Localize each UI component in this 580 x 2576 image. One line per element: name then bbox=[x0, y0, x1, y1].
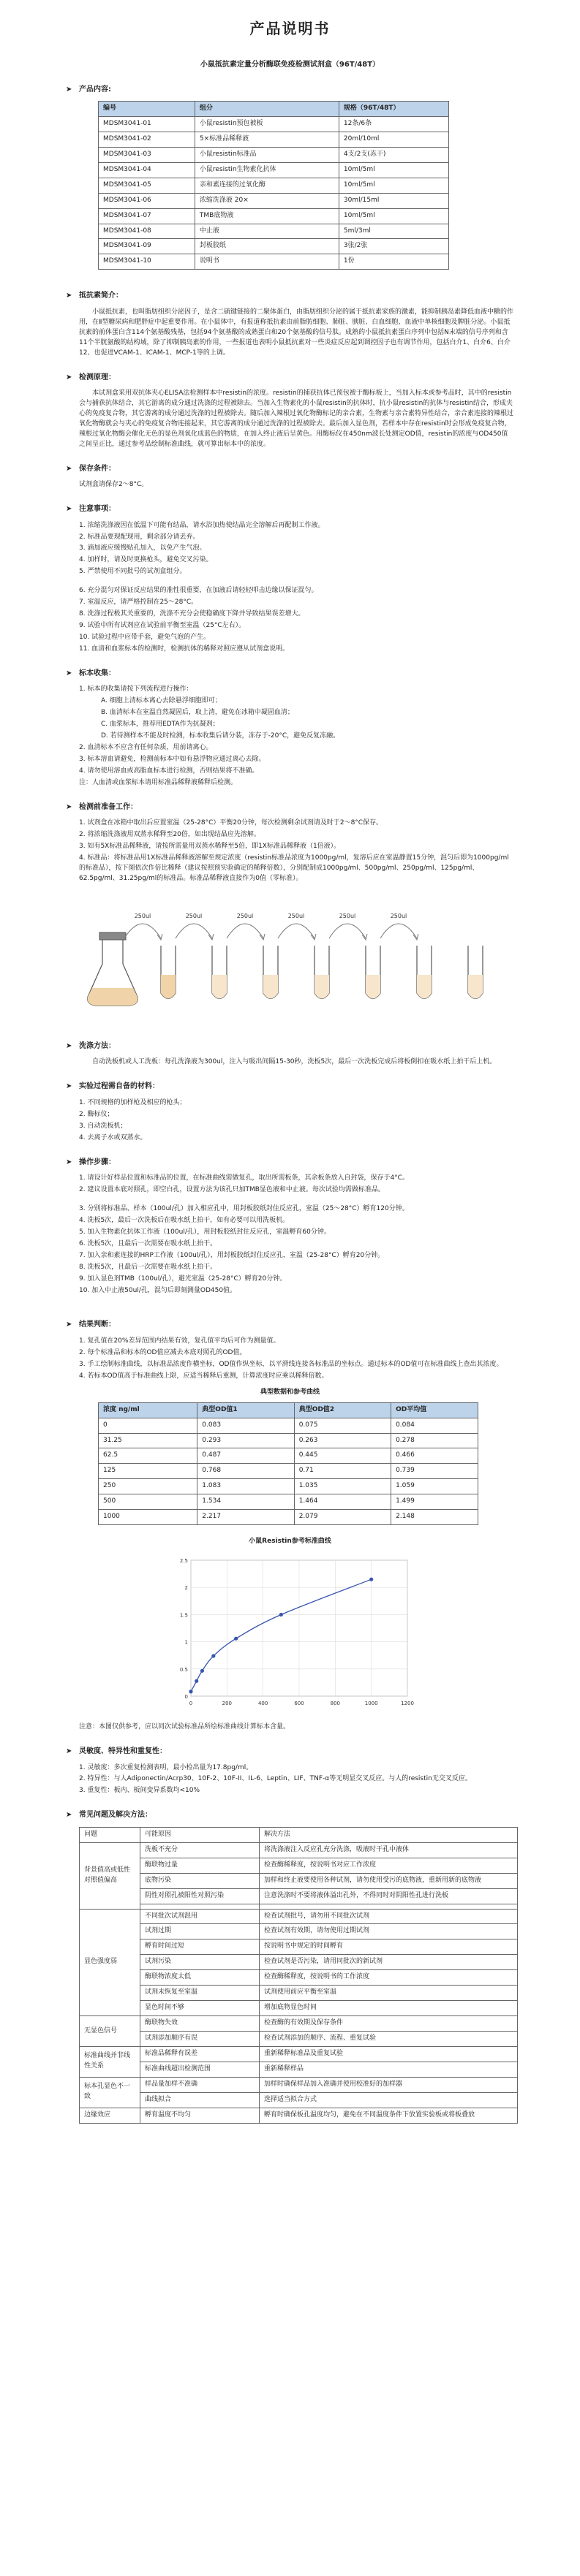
table-cell: 31.25 bbox=[99, 1433, 197, 1448]
table-cell: 封板胶纸 bbox=[195, 239, 339, 254]
table-cell: 2.148 bbox=[391, 1510, 478, 1525]
column-header: 编号 bbox=[99, 102, 195, 117]
intro-text: 小鼠抵抗素，也叫脂肪组织分泌因子，是含二硫键链接的二聚体蛋白，由脂肪组织分泌的属于抵抗素家族的激素，能抑制胰岛素降低血液中糖的作用，在Ⅱ型糖尿病和肥胖症中起重要作用。在小鼠体中，有报道称抵抗素由前脂肪细胞、肺脏、胰脏、白血细胞、血液中单核细胞及脾脏分泌。小鼠抵抗素的前体蛋白含114个氨基酸残基，包括94个氨基酸的成熟蛋白和20个氨基酸的信号肽。成熟的小鼠抵抗素蛋白序列中包括N末端的信号序列和含11个半胱氨酸的结构域，除了抑制胰岛素的作用，一些报道也表明小鼠抵抗素对一些炎症反应起到调控因子也有调节作用，包括白介1、白介6、白介12、也促进VCAM-1、ICAM-1、MCP-1等的上调。 bbox=[79, 308, 514, 357]
table-cell: MDSM3041-07 bbox=[99, 208, 195, 224]
section-steps: ➤ 操作步骤： bbox=[66, 1157, 514, 1169]
table-cell: 1000 bbox=[99, 1510, 197, 1525]
serial-dilution-diagram bbox=[73, 894, 512, 1019]
y-tick-label: 0.5 bbox=[179, 1666, 188, 1673]
section-storage: ➤ 保存条件： bbox=[66, 463, 514, 475]
faq-cause: 试剂添加顺序有误 bbox=[140, 2032, 260, 2047]
list-item: 6. 洗板5次，且最后一次需要在吸水纸上拍干。 bbox=[79, 1239, 217, 1247]
column-header: 解决方法 bbox=[260, 1827, 518, 1842]
faq-solution: 检查酶稀释度，按说明书的工作浓度 bbox=[260, 1970, 518, 1986]
data-point bbox=[369, 1578, 373, 1581]
list-spacer bbox=[79, 1197, 514, 1204]
table-row bbox=[80, 2032, 518, 2047]
table-cell: 5×标准品稀释液 bbox=[195, 132, 339, 147]
faq-solution: 重新稀释样品 bbox=[260, 2062, 518, 2077]
list-item: 3. 如有5X标准品稀释液，请按所需量用双蒸水稀释至5倍，即1X标准品稀释液（1倍液）。 bbox=[79, 843, 341, 851]
table-cell: TMB底物液 bbox=[195, 208, 339, 224]
column-header: 浓度 ng/ml bbox=[99, 1402, 197, 1418]
list-item: 1. 标本的收集请按下列流程进行操作： bbox=[79, 685, 193, 694]
x-tick-label: 400 bbox=[257, 1701, 268, 1707]
table-cell: 说明书 bbox=[195, 254, 339, 270]
table-cell: 1份 bbox=[339, 254, 448, 270]
table-row bbox=[99, 147, 449, 162]
tube-liquid bbox=[212, 975, 227, 999]
table-cell: 2.217 bbox=[197, 1510, 294, 1525]
faq-solution: 注意洗涤时不要将液体溢出孔外，不得同时对阴阳性孔进行洗板 bbox=[260, 1888, 518, 1904]
table-row bbox=[99, 1418, 478, 1433]
diamond-bullet-icon: ➤ bbox=[66, 1041, 72, 1050]
faq-solution: 加样时确保样品加入准确并使用校准好的加样器 bbox=[260, 2077, 518, 2092]
faq-solution: 选择适当拟合方式 bbox=[260, 2092, 518, 2108]
diamond-bullet-icon: ➤ bbox=[66, 1747, 72, 1755]
table-cell: 小鼠resistin生物素化抗体 bbox=[195, 162, 339, 178]
faq-problem: 无显色信号 bbox=[80, 2016, 140, 2047]
transfer-arrow bbox=[124, 924, 161, 938]
table-row bbox=[80, 1970, 518, 1986]
table-cell: 亲和素连接的过氧化酶 bbox=[195, 178, 339, 193]
tube-liquid bbox=[263, 975, 278, 999]
list-item: 1. 灵敏度：多次重复检测表明，最小检出量为17.8pg/ml。 bbox=[79, 1763, 253, 1771]
diamond-bullet-icon: ➤ bbox=[66, 505, 72, 514]
table-cell: 1.499 bbox=[391, 1494, 478, 1510]
diamond-bullet-icon: ➤ bbox=[66, 85, 72, 94]
transfer-volume-label: 250ul bbox=[339, 912, 356, 919]
table-cell: MDSM3041-04 bbox=[99, 162, 195, 178]
x-tick-label: 800 bbox=[330, 1701, 340, 1707]
table-cell: 0.278 bbox=[391, 1433, 478, 1448]
list-item: 8. 洗涤过程极其关重要的，洗涤不充分会使稳确度下降并导致结果误差增大。 bbox=[79, 610, 305, 618]
transfer-volume-label: 250ul bbox=[287, 912, 305, 919]
section-cautions: ➤ 注意事项： bbox=[66, 504, 514, 515]
column-header: OD平均值 bbox=[391, 1402, 478, 1418]
faq-problem: 标准曲线并非线性关系 bbox=[80, 2046, 140, 2077]
faq-solution: 检查试剂是否污染，请用同批次的新试剂 bbox=[260, 1955, 518, 1970]
x-tick-label: 200 bbox=[222, 1701, 232, 1707]
tube-liquid bbox=[161, 975, 176, 999]
table-cell: 62.5 bbox=[99, 1448, 197, 1464]
diamond-bullet-icon: ➤ bbox=[66, 373, 72, 381]
table-row bbox=[80, 2016, 518, 2032]
table-row bbox=[80, 1858, 518, 1873]
diamond-bullet-icon: ➤ bbox=[66, 1811, 72, 1820]
faq-solution: 检查试剂添加的顺序、流程、重复试验 bbox=[260, 2032, 518, 2047]
list-item: B. 血清标本在室温自然凝固后，取上清，避免在冰箱中凝固血清； bbox=[101, 709, 294, 717]
table-row bbox=[80, 2062, 518, 2077]
faq-cause: 试剂污染 bbox=[140, 1955, 260, 1970]
list-item: 3. 重复性：板内、板间变异系数均<10% bbox=[79, 1787, 200, 1795]
column-header: 典型OD值2 bbox=[294, 1402, 391, 1418]
section-prep: ➤ 检测前准备工作： bbox=[66, 802, 514, 813]
table-row bbox=[99, 162, 449, 178]
faq-solution: 孵育时确保板孔温度均匀，避免在不同温度条件下放置实验板或将板叠放 bbox=[260, 2108, 518, 2123]
diamond-bullet-icon: ➤ bbox=[66, 292, 72, 300]
table-cell: 10ml/5ml bbox=[339, 208, 448, 224]
table-cell: 2.079 bbox=[294, 1510, 391, 1525]
table-cell: 10ml/5ml bbox=[339, 162, 448, 178]
diamond-bullet-icon: ➤ bbox=[66, 1321, 72, 1329]
column-header: 组分 bbox=[195, 102, 339, 117]
faq-solution: 增加底物显色时间 bbox=[260, 2001, 518, 2016]
data-point bbox=[195, 1679, 198, 1683]
x-tick-label: 1000 bbox=[364, 1701, 378, 1707]
table-row bbox=[80, 1909, 518, 1924]
table-row bbox=[80, 1842, 518, 1858]
section-intro: ➤ 抵抗素简介： bbox=[66, 290, 514, 302]
list-item: 4. 加样时，请及时更换枪头，避免交叉污染。 bbox=[79, 556, 213, 564]
table-cell: 3张/2张 bbox=[339, 239, 448, 254]
list-item: D. 若待测样本不能及时检测，标本收集后请分装，冻存于-20°C，避免反复冻融。 bbox=[101, 732, 340, 740]
list-item: 7. 室温反应，请严格控制在25～28°C。 bbox=[79, 599, 198, 607]
storage-text: 试剂盒请保存2～8°C。 bbox=[79, 481, 148, 489]
table-cell: 500 bbox=[99, 1494, 197, 1510]
list-item: 3. 分别将标准品、样本（100ul/孔）加入相应孔中，用封板胶纸封住反应孔，室温（25～28°C）孵育120分钟。 bbox=[79, 1204, 409, 1212]
table-row bbox=[99, 1479, 478, 1494]
table-row bbox=[80, 1955, 518, 1970]
performance-list bbox=[66, 1763, 514, 1797]
list-item: 注：人血清或血浆标本请用标准品稀释液稀释后检测。 bbox=[79, 778, 238, 786]
list-item: 8. 洗板5次，且最后一次需要在吸水纸上拍干。 bbox=[79, 1263, 217, 1271]
chart-note: 注意：本图仅供参考，应以同次试验标准品所绘标准曲线计算标本含量。 bbox=[79, 1723, 290, 1731]
table-cell: 0.445 bbox=[294, 1448, 391, 1464]
x-tick-label: 600 bbox=[293, 1701, 304, 1707]
table-cell: 10ml/5ml bbox=[339, 178, 448, 193]
table-cell: MDSM3041-09 bbox=[99, 239, 195, 254]
faq-cause: 试剂过期 bbox=[140, 1924, 260, 1939]
table-cell: 0.768 bbox=[197, 1464, 294, 1479]
faq-cause: 标准曲线超出检测范围 bbox=[140, 2062, 260, 2077]
table-cell: 1.534 bbox=[197, 1494, 294, 1510]
faq-cause: 孵育温度不均匀 bbox=[140, 2108, 260, 2123]
list-item: 4. 请勿使用溶血或高脂血标本进行检测，否则结果将不准确。 bbox=[79, 767, 259, 775]
table-cell: 1.083 bbox=[197, 1479, 294, 1494]
faq-cause: 不同批次试剂混用 bbox=[140, 1909, 260, 1924]
transfer-arrow bbox=[278, 924, 315, 938]
list-item: 3. 滴加液应缓慢贴孔加入，以免产生气泡。 bbox=[79, 544, 206, 552]
list-item: 5. 严禁使用不同批号的试剂盒组分。 bbox=[79, 568, 187, 576]
list-item: 10. 试验过程中应带手套，避免气泡的产生。 bbox=[79, 634, 211, 641]
page-title: 产品说明书 bbox=[249, 20, 331, 37]
table-cell: 250 bbox=[99, 1479, 197, 1494]
faq-cause: 显色时间不够 bbox=[140, 2001, 260, 2016]
data-point bbox=[211, 1654, 215, 1657]
x-tick-label: 0 bbox=[189, 1701, 192, 1707]
table-cell: 0.075 bbox=[294, 1418, 391, 1433]
table-row bbox=[99, 178, 449, 193]
cautions-list bbox=[66, 521, 514, 655]
y-tick-label: 1.5 bbox=[179, 1612, 188, 1619]
list-item: 2. 血清标本不应含有任何杂质，用前请离心。 bbox=[79, 744, 213, 752]
list-item: 4. 标准品：将标准品用1X标准品稀释液溶解至规定浓度（resistin标准品浓度为1000pg/ml，复溶后应在室温静置15分钟，混匀后即为1000pg/ml的标准品），按下图依次作倍比稀释（建议按照预实验确定的稀释倍数），分别配制成1000pg/ml、500pg/ml、250pg/ml、125pg/ml、62.5pg/ml、31.25pg/ml的标准品。标准品稀释液直接作为0值（零标准）。 bbox=[79, 854, 509, 882]
table-cell: 0.084 bbox=[391, 1418, 478, 1433]
table-cell: 小鼠resistin预包被板 bbox=[195, 116, 339, 132]
transfer-arrow bbox=[329, 924, 366, 938]
table-cell: 20ml/10ml bbox=[339, 132, 448, 147]
table-row bbox=[80, 2092, 518, 2108]
data-point bbox=[234, 1637, 238, 1641]
faq-solution: 加样和终止液要使用各种试剂，请勿使用受污的底物液，重新用新的底物液 bbox=[260, 1873, 518, 1888]
table-cell: 30ml/15ml bbox=[339, 193, 448, 208]
list-item: 5. 加入生物素化抗体工作液（100ul/孔），用封板胶纸封住反应孔，室温孵育60分钟。 bbox=[79, 1228, 331, 1236]
faq-problem: 背景值高或低性对照值偏高 bbox=[80, 1842, 140, 1909]
composition-table bbox=[98, 101, 449, 270]
diamond-bullet-icon: ➤ bbox=[66, 1158, 72, 1166]
section-principle: ➤ 检测原理： bbox=[66, 372, 514, 384]
transfer-arrow bbox=[176, 924, 212, 938]
list-item: 4. 去离子水或双蒸水。 bbox=[79, 1133, 147, 1141]
faq-cause: 孵育时间过短 bbox=[140, 1939, 260, 1955]
faq-cause: 标准品稀释有误差 bbox=[140, 2046, 260, 2062]
table-cell: MDSM3041-08 bbox=[99, 224, 195, 239]
transfer-volume-label: 250ul bbox=[134, 912, 151, 919]
data-point bbox=[279, 1613, 282, 1616]
list-item: 9. 试验中所有试剂应在试验前平衡至室温（25°C左右）。 bbox=[79, 622, 246, 630]
table-cell: 小鼠resistin标准品 bbox=[195, 147, 339, 162]
list-item: 3. 标本溶血请避免，检测前标本中如有悬浮物应通过离心去除。 bbox=[79, 756, 265, 763]
list-item: 4. 洗板5次，最后一次洗板后在吸水纸上拍干，如有必要可以用洗板机。 bbox=[79, 1216, 290, 1224]
table-row bbox=[80, 2046, 518, 2062]
principle-text: 本试剂盒采用双抗体夹心ELISA法检测样本中resistin的浓度。resistin的捕获抗体已预包被于酶标板上，当加入标本或参考品时，其中的resistin会与捕获抗体结合，其它游离的成分通过洗涤的过程被除去。当加入生物素化的小鼠resistin的抗体时，抗小鼠resistin的抗体与resistin结合，形成夹心的免疫复合物，其它游离的成分通过洗涤的过程被除去。随后加入辣根过氧化物酶标记的亲合素，生物素与亲合素特异性结合，亲合素连接的辣根过氧化物酶就会与夹心的免疫复合物连接起来，其它游离的成分通过洗涤的过程被除去。最后加入显色剂，若样本中存在resistin时会形成免疫复合物，辣根过氧化物酶会催化无色的显色剂氧化成蓝色的物质，在加入终止液后呈黄色。用酶标仪在450nm波长处测定OD值，resistin的浓度与OD450值之间呈正比，通过参考品绘制标准曲线，就可算出标本中的浓度。 bbox=[79, 390, 514, 448]
diamond-bullet-icon: ➤ bbox=[66, 802, 72, 811]
table-row bbox=[99, 116, 449, 132]
wash-text: 自动洗板机或人工洗板：每孔洗涤液为300ul，注入与吸出间隔15-30秒，洗板5次，最后一次洗板完成后将板倒扣在吸水纸上拍干后上机。 bbox=[92, 1058, 497, 1066]
diamond-bullet-icon: ➤ bbox=[66, 669, 72, 677]
faq-table bbox=[79, 1827, 518, 2124]
table-row bbox=[99, 208, 449, 224]
data-point bbox=[189, 1690, 192, 1693]
table-cell: 0 bbox=[99, 1418, 197, 1433]
table-cell: 0.739 bbox=[391, 1464, 478, 1479]
list-item: 2. 建议设置本底对照孔，即空白孔，设置方法为该孔只加TMB显色液和中止液。每次试验均需做标准品。 bbox=[79, 1186, 385, 1193]
list-item: 3. 自动洗板机； bbox=[79, 1122, 127, 1130]
diamond-bullet-icon: ➤ bbox=[66, 1082, 72, 1091]
table-cell: 0.263 bbox=[294, 1433, 391, 1448]
transfer-arrow bbox=[227, 924, 263, 938]
table-cell: 0.293 bbox=[197, 1433, 294, 1448]
faq-cause: 底物污染 bbox=[140, 1873, 260, 1888]
table-cell: MDSM3041-10 bbox=[99, 254, 195, 270]
list-item: 2. 特异性：与人Adiponectin/Acrp30、10F-2、10F-II、IL-6、Leptin、LIF、TNF-α等无明显交叉反应。与人的resistin无交叉反应。 bbox=[79, 1775, 472, 1783]
table-row bbox=[99, 1448, 478, 1464]
product-subtitle: 小鼠抵抗素定量分析酶联免疫检测试剂盒（96T/48T） bbox=[200, 61, 380, 69]
faq-solution bbox=[260, 1904, 518, 1909]
section-results: ➤ 结果判断： bbox=[66, 1319, 514, 1331]
table-cell: 1.035 bbox=[294, 1479, 391, 1494]
x-tick-label: 1200 bbox=[400, 1701, 414, 1707]
flask-liquid bbox=[88, 988, 138, 1006]
y-tick-label: 2 bbox=[184, 1585, 188, 1592]
table-cell: 0.083 bbox=[197, 1418, 294, 1433]
faq-solution: 检查试剂批号，请勿用不同批次试剂 bbox=[260, 1909, 518, 1924]
table-cell: 中止液 bbox=[195, 224, 339, 239]
table-cell: 1.059 bbox=[391, 1479, 478, 1494]
prep-list bbox=[66, 818, 514, 884]
list-item: 3. 手工绘制标准曲线，以标准品浓度作横坐标，OD值作纵坐标，以平滑线连接各标准品的坐标点。通过标本的OD值可在标准曲线上查出其浓度。 bbox=[79, 1360, 503, 1368]
table-row bbox=[80, 2108, 518, 2123]
table-cell: MDSM3041-03 bbox=[99, 147, 195, 162]
table-row bbox=[80, 2077, 518, 2092]
faq-cause: 曲线拟合 bbox=[140, 2092, 260, 2108]
tube-liquid bbox=[468, 975, 483, 999]
transfer-volume-label: 250ul bbox=[390, 912, 407, 919]
section-own-materials: ➤ 实验过程需自备的材料： bbox=[66, 1081, 514, 1093]
data-point bbox=[200, 1669, 203, 1673]
faq-cause: 酶联物浓度太低 bbox=[140, 1970, 260, 1986]
y-tick-label: 0 bbox=[184, 1694, 188, 1701]
table-cell: 0.71 bbox=[294, 1464, 391, 1479]
faq-cause: 试剂未恢复至室温 bbox=[140, 1986, 260, 2001]
faq-solution: 将洗涤液注入反应孔充分洗涤，吸液时干孔中液体 bbox=[260, 1842, 518, 1858]
column-header: 规格（96T/48T） bbox=[339, 102, 448, 117]
diamond-bullet-icon: ➤ bbox=[66, 464, 72, 473]
results-list bbox=[66, 1337, 514, 1382]
table-cell: MDSM3041-02 bbox=[99, 132, 195, 147]
table-row bbox=[99, 254, 449, 270]
list-item: 1. 试剂盒在冰箱中取出后应置室温（25-28°C）平衡20分钟，每次检测剩余试剂请及时于2～8°C保存。 bbox=[79, 819, 383, 827]
typical-data-caption: 典型数据和参考曲线 bbox=[260, 1388, 320, 1396]
list-item: 1. 复孔值在20%差异范围内结果有效，复孔值平均后可作为测量值。 bbox=[79, 1337, 280, 1345]
list-item: A. 细胞上清标本离心去除悬浮细胞即可； bbox=[101, 697, 222, 705]
own-materials-list bbox=[66, 1098, 514, 1144]
table-cell: 0.466 bbox=[391, 1448, 478, 1464]
section-composition: ➤ 产品内容: bbox=[66, 84, 514, 96]
tube-liquid bbox=[366, 975, 380, 999]
typical-data-table bbox=[98, 1402, 478, 1526]
table-row bbox=[99, 224, 449, 239]
table-row bbox=[99, 132, 449, 147]
tube-liquid bbox=[315, 975, 329, 999]
table-row bbox=[99, 1510, 478, 1525]
steps-list bbox=[66, 1174, 514, 1296]
table-cell: MDSM3041-06 bbox=[99, 193, 195, 208]
list-item: C. 血浆标本，推荐用EDTA作为抗凝剂； bbox=[101, 721, 219, 729]
table-cell: MDSM3041-05 bbox=[99, 178, 195, 193]
table-row bbox=[80, 1888, 518, 1904]
table-row bbox=[80, 1986, 518, 2001]
table-cell: 125 bbox=[99, 1464, 197, 1479]
table-row bbox=[99, 239, 449, 254]
list-item: 11. 血清和血浆标本的检测时，检测抗体的稀释对照应遵从试剂盒说明。 bbox=[79, 645, 290, 653]
list-item: 1. 请设计好样品位置和标准品的位置，在标准曲线需做复孔，取出所需板条，其余板条放入自封袋，保存于4°C。 bbox=[79, 1174, 409, 1182]
table-cell: 12条/6条 bbox=[339, 116, 448, 132]
flask-cap bbox=[99, 932, 126, 940]
table-row bbox=[99, 1433, 478, 1448]
column-header: 可能原因 bbox=[140, 1827, 260, 1842]
table-row bbox=[80, 1873, 518, 1888]
column-header: 问题 bbox=[80, 1827, 140, 1842]
faq-cause: 洗板不充分 bbox=[140, 1842, 260, 1858]
faq-solution: 按说明书中规定的时间孵育 bbox=[260, 1939, 518, 1955]
section-faq: ➤ 常见问题及解决方法： bbox=[66, 1809, 514, 1821]
list-item: 2. 每个标准品和标本的OD值应减去本底对照孔的OD值。 bbox=[79, 1348, 246, 1356]
faq-cause: 酶联物过量 bbox=[140, 1858, 260, 1873]
transfer-volume-label: 250ul bbox=[236, 912, 254, 919]
list-item: 10. 加入中止液50ul/孔，混匀后即刻测量OD450值。 bbox=[79, 1286, 237, 1294]
faq-solution: 检查酶稀释度，按说明书对应工作浓度 bbox=[260, 1858, 518, 1873]
list-item: 7. 加入亲和素连接的HRP工作液（100ul/孔），用封板胶纸封住反应孔，室温（25-28°C）孵育20分钟。 bbox=[79, 1251, 385, 1259]
list-item: 2. 将浓缩洗涤液用双蒸水稀释至20倍，如出现结晶应先溶解。 bbox=[79, 831, 260, 839]
faq-problem: 标本孔显色不一致 bbox=[80, 2077, 140, 2108]
table-row bbox=[80, 1924, 518, 1939]
faq-cause: 样品量加样不准确 bbox=[140, 2077, 260, 2092]
section-samples: ➤ 标本收集： bbox=[66, 668, 514, 680]
list-spacer bbox=[79, 579, 514, 586]
faq-solution: 检查酶的有效期及保存条件 bbox=[260, 2016, 518, 2032]
faq-solution: 检查试剂有效期，请勿使用过期试剂 bbox=[260, 1924, 518, 1939]
faq-cause bbox=[140, 1904, 260, 1909]
table-row bbox=[80, 1939, 518, 1955]
list-item: 2. 标准品要现配现用，剩余部分请丢弃。 bbox=[79, 533, 200, 541]
table-cell: 4支/2支(冻干) bbox=[339, 147, 448, 162]
standard-curve-chart bbox=[159, 1550, 422, 1718]
y-tick-label: 1 bbox=[184, 1639, 188, 1646]
table-cell: 0.487 bbox=[197, 1448, 294, 1464]
chart-title: 小鼠Resistin参考标准曲线 bbox=[249, 1538, 331, 1546]
faq-cause: 酶联物失效 bbox=[140, 2016, 260, 2032]
y-tick-label: 2.5 bbox=[179, 1558, 188, 1565]
table-cell: 浓缩洗涤液 20× bbox=[195, 193, 339, 208]
table-row bbox=[80, 1904, 518, 1909]
list-item: 1. 浓缩洗涤液因在低温下可能有结晶，请水浴加热使结晶完全溶解后再配制工作液。 bbox=[79, 521, 325, 529]
list-item: 6. 充分混匀对保证反应结果的准性很重要，在加液后请轻轻叩击边缘以保证混匀。 bbox=[79, 587, 318, 595]
table-row bbox=[99, 193, 449, 208]
table-row bbox=[99, 1494, 478, 1510]
section-performance: ➤ 灵敏度、特异性和重复性： bbox=[66, 1746, 514, 1758]
faq-solution: 重新稀释标准品及重复试验 bbox=[260, 2046, 518, 2062]
list-item: 1. 不同规格的加样枪及相应的枪头； bbox=[79, 1098, 187, 1106]
table-cell: 1.464 bbox=[294, 1494, 391, 1510]
table-cell: 5ml/3ml bbox=[339, 224, 448, 239]
faq-cause: 阴性对照孔被阳性对照污染 bbox=[140, 1888, 260, 1904]
list-item: 9. 加入显色剂TMB（100ul/孔），避光室温（25-28°C）孵育20分钟。 bbox=[79, 1274, 287, 1283]
table-cell: MDSM3041-01 bbox=[99, 116, 195, 132]
list-item: 4. 若标本OD值高于标准曲线上限，应适当稀释后重测，计算浓度时应乘以稀释倍数。 bbox=[79, 1372, 328, 1380]
column-header: 典型OD值1 bbox=[197, 1402, 294, 1418]
transfer-volume-label: 250ul bbox=[185, 912, 203, 919]
list-item: 2. 酶标仪； bbox=[79, 1110, 114, 1118]
faq-problem: 显色强度弱 bbox=[80, 1909, 140, 2016]
samples-list bbox=[66, 685, 514, 788]
table-row bbox=[80, 2001, 518, 2016]
section-wash: ➤ 洗涤方法： bbox=[66, 1041, 514, 1052]
faq-solution: 试剂使用前应平衡至室温 bbox=[260, 1986, 518, 2001]
table-row bbox=[99, 1464, 478, 1479]
tube-liquid bbox=[417, 975, 432, 999]
faq-problem: 边缘效应 bbox=[80, 2108, 140, 2123]
transfer-arrow bbox=[380, 924, 417, 938]
